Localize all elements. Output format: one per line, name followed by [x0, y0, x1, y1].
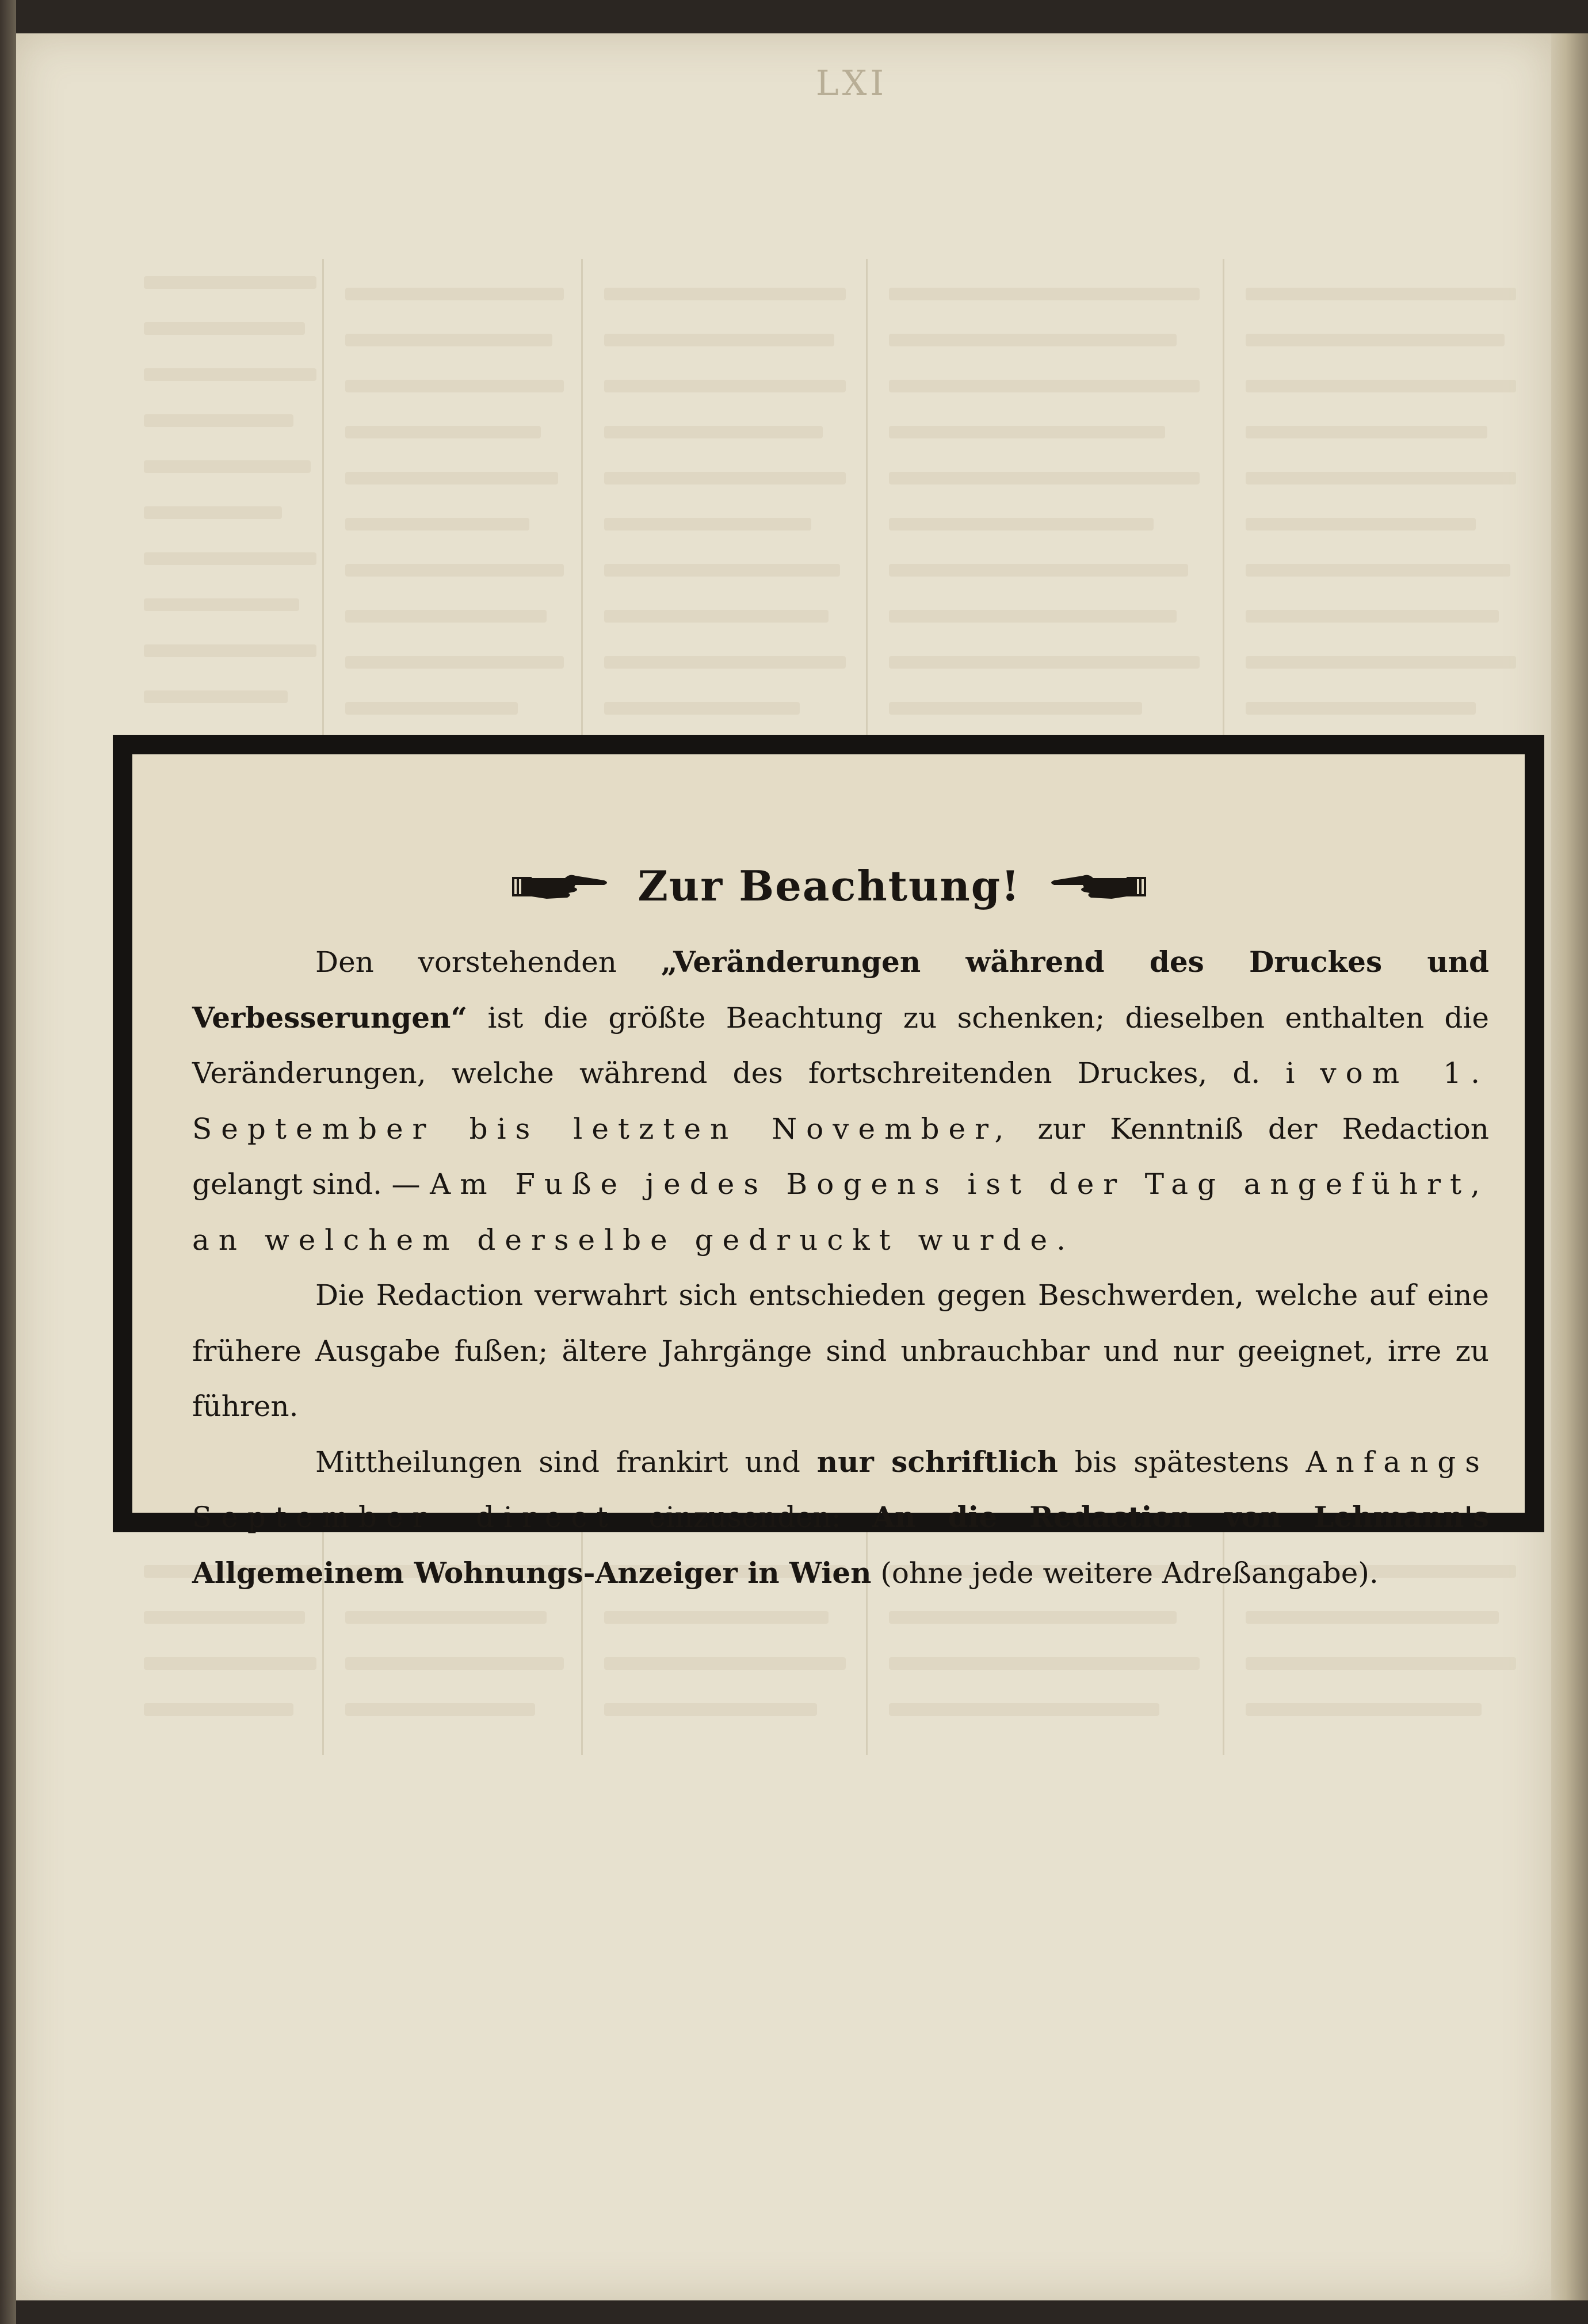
p1-continuation: ist die größte Beachtung zu schenken; dieselben enthalten die Veränderungen, welche während des fortschreitenden Druckes, d. i [192, 1001, 1490, 1090]
p3-middle-2: einzusenden: [648, 1501, 841, 1534]
pointing-hand-right-icon [512, 868, 610, 905]
p3-middle: bis spätestens [1074, 1445, 1289, 1479]
p1-date-range: vom 1. September bis letzten November, [192, 1056, 1489, 1146]
p3-emphasis-2: An die Redaction von Lehmann's Allgemeinem Wohnungs-Anzeiger in Wien [192, 1500, 1489, 1590]
notice-content [132, 754, 1525, 1590]
p3-intro: Mittheilungen sind frankirt und [315, 1445, 800, 1479]
p3-emphasis-1: nur schriftlich [816, 1444, 1058, 1479]
page-number: LXI [815, 63, 888, 104]
p1-emphasis: „Veränderungen während des Druckes und Verbesserungen“ [192, 945, 1489, 1035]
notice-box [113, 735, 1544, 1590]
notice-heading [169, 861, 1489, 910]
p3-spaced: Anfangs September direct [192, 1445, 1489, 1534]
p1-middle: zur Kenntniß der Redaction gelangt sind. — [192, 1112, 1489, 1201]
p1-spaced-end: Am Fuße jedes Bogens ist der Tag angeführt, an welchem derselbe gedruckt wurde. [192, 1167, 1489, 1257]
notice-paragraph-3 [192, 1434, 1489, 1601]
pointing-hand-left-icon [1048, 868, 1146, 905]
notice-paragraph-1 [192, 934, 1489, 1268]
book-spine-edge [0, 0, 16, 2324]
notice-paragraph-2: Die Redaction verwahrt sich entschieden gegen Beschwerden, welche auf eine frühere Ausgabe fußen; ältere Jahrgänge sind unbrauchbar und nur geeignet, irre zu führen. [192, 1279, 1489, 1423]
p3-end: (ohne jede weitere Adreßangabe). [880, 1556, 1379, 1590]
notice-title: Zur Beachtung! [638, 861, 1021, 910]
page-stack-edge [1551, 33, 1588, 2300]
p1-intro: Den vorstehenden [315, 945, 617, 979]
